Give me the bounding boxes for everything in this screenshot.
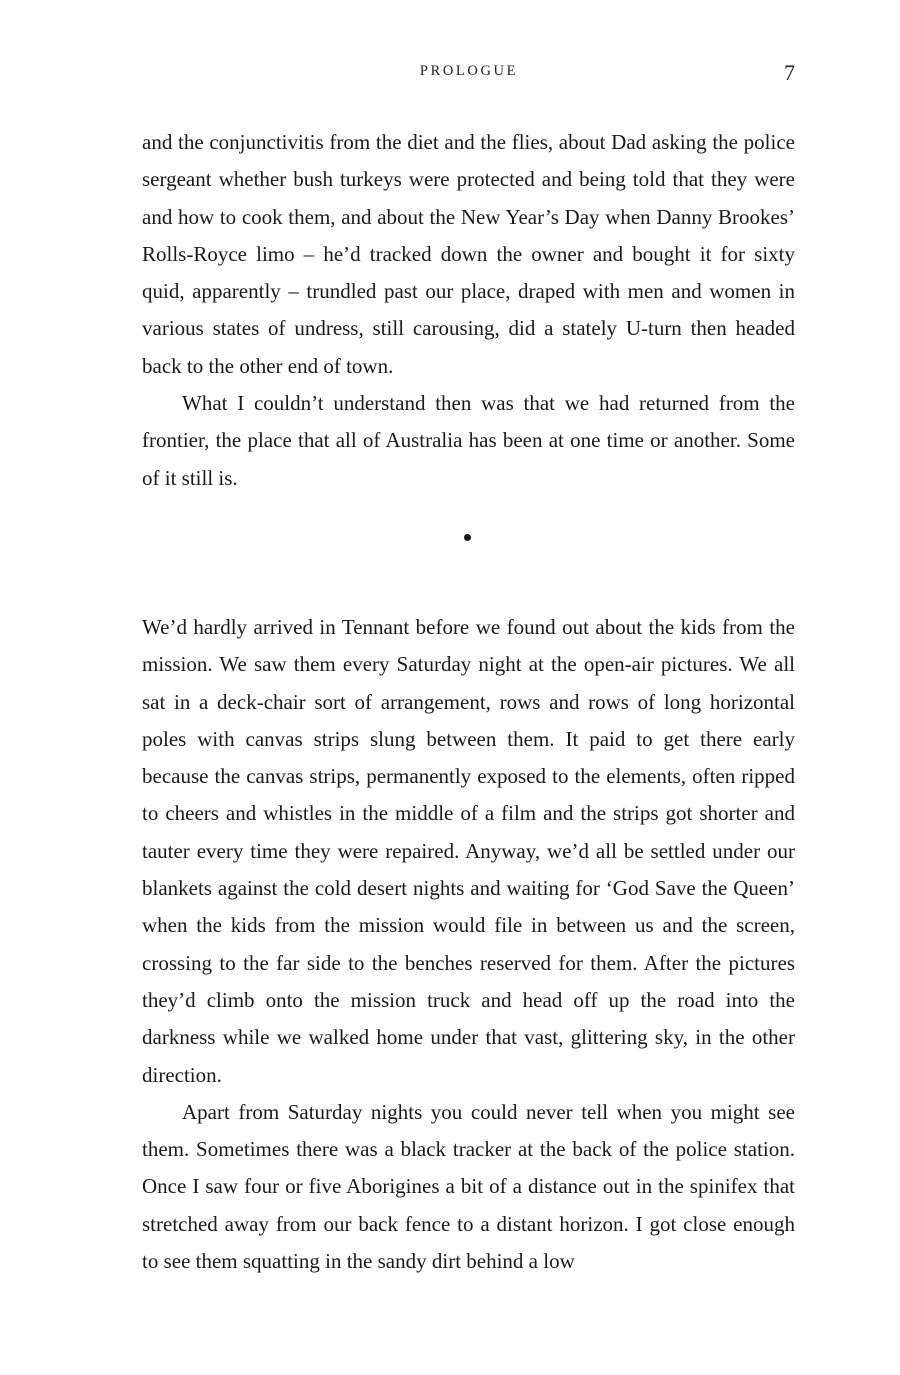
paragraph-continued: and the conjunctivitis from the diet and the flies, about Dad asking the police sergeant whether bush turkeys were protected and being told that they were and how to cook them, and about the New Year’s Day when Danny Brookes’ Rolls-Royce limo – he’d tracked down the owner and bought it for sixty quid, apparently – trundled past our place, draped with men and women in various states of undress, still carousing, did a stately U-turn then headed back to the other end of town.	[142, 130, 795, 378]
paragraph-saturday-nights: Apart from Saturday nights you could never tell when you might see them. Sometimes there was a black tracker at the back of the police station. Once I saw four or five Aborigines a bit of a distance out in the spinifex that stretched away from our back fence to a distant horizon. I got close enough to see them squatting in the sandy dirt behind a low	[142, 1099, 795, 1274]
paragraph-mission-kids: We’d hardly arrived in Tennant before we found out about the kids from the mission. We saw them every Saturday night at the open-air pictures. We all sat in a deck-chair sort of arrangement, rows and rows of long horizontal poles with canvas strips slung between them. It paid to get there early because the canvas strips, permanently exposed to the elements, often ripped to cheers and whistles in the middle of a film and the strips got shorter and tauter every time they were repaired. Anyway, we’d all be settled under our blankets against the cold desert nights and waiting for ‘God Save the Queen’ when the kids from the mission would file in between us and the screen, crossing to the far side to the benches reserved for them. After the pictures they’d climb onto the mission truck and head off up the road into the darkness while we walked home under that vast, glittering sky, in the other direction.	[142, 614, 795, 1087]
section-break-dot-icon	[464, 534, 471, 541]
running-title: PROLOGUE	[419, 63, 519, 79]
paragraph-frontier: What I couldn’t understand then was that we had returned from the frontier, the place that all of Australia has been at one time or another. Some of it still is.	[142, 391, 795, 490]
running-head	[0, 60, 900, 84]
body-text	[142, 124, 795, 1280]
section-break	[142, 497, 795, 609]
page-number: 7	[784, 60, 795, 85]
